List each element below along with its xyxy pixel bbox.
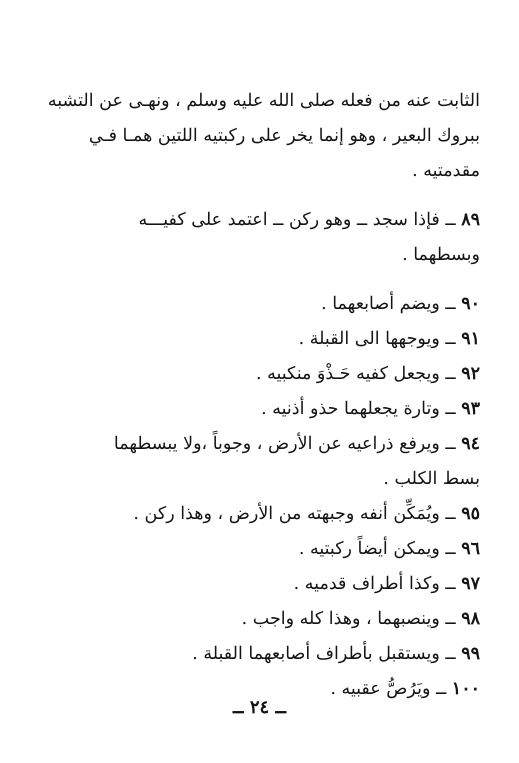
text-line: ببروك البعير ، وهو إنما يخر على ركبتيه اللتين همـا فـي (88, 126, 480, 146)
item-text: ــ ويُمَكِّن أنفه وجبهته من الأرض ، وهذا ركن . (133, 504, 456, 524)
item-text: ــ وتارة يجعلهما حذو أذنيه . (261, 399, 456, 419)
numbered-rules-list (36, 203, 480, 707)
intro-paragraph (36, 84, 480, 189)
item-number: ٩١ (461, 329, 480, 349)
list-item (36, 392, 480, 427)
item-number: ٩٨ (461, 609, 480, 629)
item-text: ــ ويستقبل بأطراف أصابعهما القبلة . (192, 644, 456, 664)
item-text: ــ وينصبهما ، وهذا كله واجب . (241, 609, 456, 629)
text-line: مقدمتيه . (412, 161, 480, 181)
item-text: ــ ويضم أصابعهما . (321, 294, 456, 314)
item-number: ٩٧ (461, 574, 480, 594)
list-item (36, 427, 480, 497)
item-number: ٩٠ (461, 294, 480, 314)
item-text: ــ ويَرُصُّ عقبيه . (330, 679, 447, 699)
list-item (36, 637, 480, 672)
item-text: وبسطهما . (402, 245, 480, 265)
list-item (36, 602, 480, 637)
item-number: ٩٣ (461, 399, 480, 419)
list-item (36, 203, 480, 273)
item-text: ــ ويجعل كفيه حَـذْوَ منكبيه . (255, 364, 456, 384)
page-number: ــ ٢٤ ــ (233, 697, 286, 718)
list-item (36, 357, 480, 392)
book-page (36, 84, 480, 707)
item-number: ٩٢ (461, 364, 480, 384)
item-number: ٩٥ (461, 504, 480, 524)
item-number: ١٠٠ (451, 679, 480, 699)
item-text: ــ ويمكن أيضاً ركبتيه . (298, 539, 456, 559)
list-item (36, 497, 480, 532)
item-text: ــ ويوجهها الى القبلة . (298, 329, 456, 349)
list-item (36, 322, 480, 357)
item-text: ــ ويرفع ذراعيه عن الأرض ، وجوباً ،ولا يبسطهما (113, 434, 456, 454)
list-item (36, 567, 480, 602)
item-text: ــ وكذا أطراف قدميه . (293, 574, 456, 594)
item-number: ٩٩ (461, 644, 480, 664)
list-item (36, 532, 480, 567)
item-text: بسط الكلب . (383, 469, 480, 489)
list-item (36, 287, 480, 322)
item-text: ــ فإذا سجد ــ وهو ركن ــ اعتمد على كفيـــه (138, 210, 456, 230)
item-number: ٩٤ (461, 434, 480, 454)
item-number: ٨٩ (461, 210, 480, 230)
text-line: الثابت عنه من فعله صلى الله عليه وسلم ، ونهـى عن التشبه (47, 91, 480, 111)
item-number: ٩٦ (461, 539, 480, 559)
